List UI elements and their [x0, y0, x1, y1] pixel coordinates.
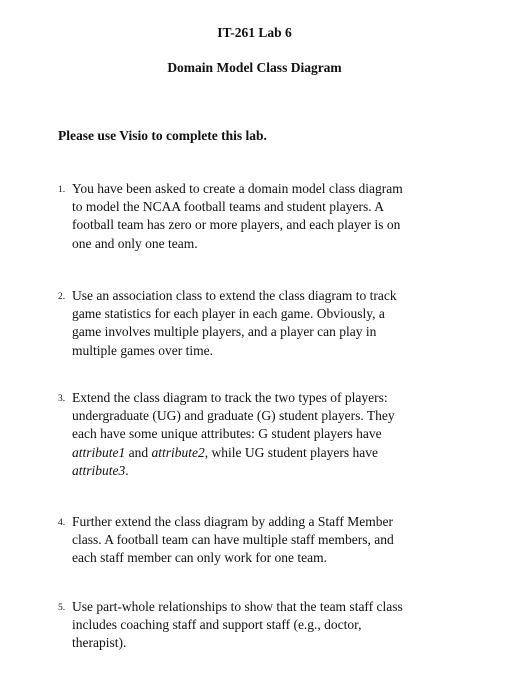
text-line: Use part-whole relationships to show that the team staff class: [72, 599, 403, 614]
text-line: game statistics for each player in each game. Obviously, a: [72, 306, 385, 322]
italic-term: attribute3: [72, 462, 126, 478]
text-fragment: , while UG student players have: [204, 444, 378, 460]
list-number: 3.: [58, 394, 66, 404]
list-number: 4.: [58, 518, 66, 528]
text-line: [72, 462, 458, 480]
course-title: IT-261 Lab 6: [217, 25, 292, 40]
text-line: [72, 444, 458, 462]
instruction-text: Please use Visio to complete this lab.: [58, 128, 267, 143]
list-item-5: [58, 598, 458, 653]
text-line: to model the NCAA football teams and student players. A: [72, 199, 384, 215]
document-subtitle: Domain Model Class Diagram: [167, 60, 342, 75]
list-item-4: [58, 513, 458, 568]
list-item-1: [58, 180, 458, 253]
list-number: 5.: [58, 603, 66, 613]
text-fragment: and: [125, 444, 152, 460]
text-line: Use an association class to extend the class diagram to track: [72, 288, 397, 303]
list-item-text: [72, 180, 458, 253]
text-line: You have been asked to create a domain model class diagram: [72, 181, 403, 196]
text-line: class. A football team can have multiple staff members, and: [72, 532, 394, 548]
list-item-text: [72, 389, 458, 480]
text-line: one and only one team.: [72, 235, 198, 251]
text-line: game involves multiple players, and a player can play in: [72, 324, 377, 340]
text-line: therapist).: [72, 635, 127, 651]
text-line: Further extend the class diagram by adding a Staff Member: [72, 514, 394, 529]
italic-term: attribute2: [151, 444, 205, 460]
list-item-text: [72, 513, 458, 568]
list-number: 1.: [58, 185, 66, 195]
text-line: football team has zero or more players, and each player is on: [72, 217, 401, 233]
list-item-text: [72, 287, 458, 360]
text-line: multiple games over time.: [72, 342, 213, 358]
italic-term: attribute1: [72, 444, 126, 460]
list-item-3: [58, 389, 458, 480]
text-line: Extend the class diagram to track the two types of players:: [72, 390, 388, 405]
text-line: each have some unique attributes: G student players have: [72, 426, 382, 442]
list-number: 2.: [58, 292, 66, 302]
text-fragment: .: [125, 462, 129, 478]
text-line: undergraduate (UG) and graduate (G) student players. They: [72, 408, 395, 424]
list-item-text: [72, 598, 458, 653]
text-line: each staff member can only work for one team.: [72, 550, 328, 566]
text-line: includes coaching staff and support staff (e.g., doctor,: [72, 617, 362, 633]
list-item-2: [58, 287, 458, 360]
